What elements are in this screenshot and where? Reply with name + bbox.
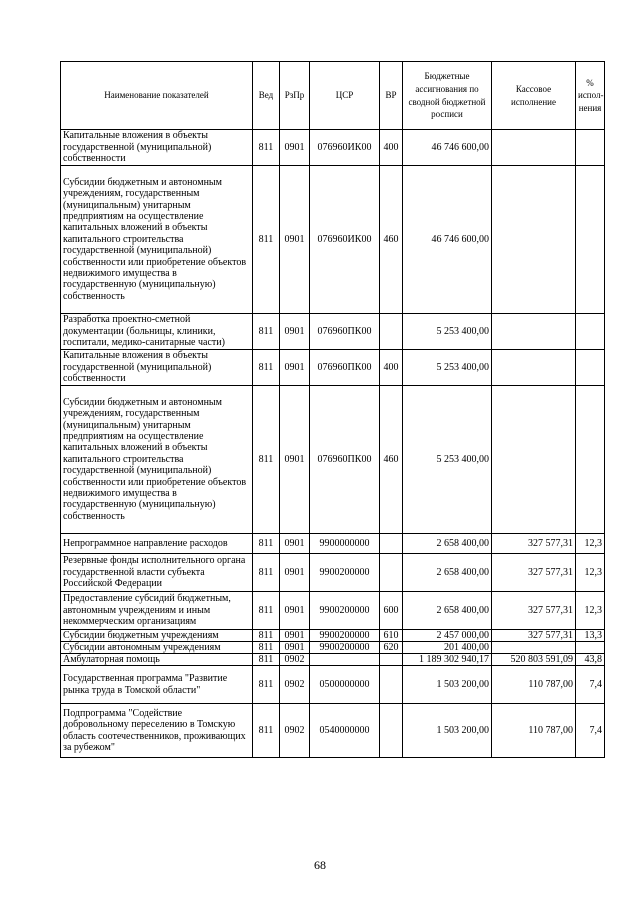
cell-name: Подпрограмма "Содействие добровольному переселению в Томскую область соотечественников, проживающих за рубежом" — [61, 704, 253, 758]
cell-cash: 327 577,31 — [492, 630, 576, 642]
cell-ved: 811 — [253, 314, 280, 350]
cell-csr: 0540000000 — [310, 704, 380, 758]
cell-csr: 076960ИК00 — [310, 166, 380, 314]
header-cash: Кассовое исполнение — [492, 62, 576, 130]
table-row — [61, 130, 605, 166]
cell-budget: 46 746 600,00 — [403, 130, 492, 166]
cell-ved: 811 — [253, 666, 280, 704]
cell-name: Амбулаторная помощь — [61, 654, 253, 666]
cell-cash: 327 577,31 — [492, 592, 576, 630]
cell-budget: 2 658 400,00 — [403, 554, 492, 592]
cell-ved: 811 — [253, 166, 280, 314]
header-rzpr: РзПр — [280, 62, 310, 130]
cell-ved: 811 — [253, 642, 280, 654]
cell-cash — [492, 166, 576, 314]
cell-budget: 5 253 400,00 — [403, 314, 492, 350]
cell-percent — [576, 350, 605, 386]
table-row — [61, 350, 605, 386]
table-row — [61, 704, 605, 758]
cell-ved: 811 — [253, 704, 280, 758]
cell-csr: 9900200000 — [310, 592, 380, 630]
cell-csr: 076960ИК00 — [310, 130, 380, 166]
cell-rzpr: 0901 — [280, 166, 310, 314]
cell-csr — [310, 654, 380, 666]
cell-percent — [576, 166, 605, 314]
cell-budget: 1 503 200,00 — [403, 666, 492, 704]
cell-vr: 610 — [380, 630, 403, 642]
cell-vr — [380, 704, 403, 758]
cell-name: Субсидии автономным учреждениям — [61, 642, 253, 654]
cell-csr: 076960ПК00 — [310, 314, 380, 350]
cell-vr: 460 — [380, 386, 403, 534]
cell-budget: 1 189 302 940,17 — [403, 654, 492, 666]
cell-cash: 520 803 591,09 — [492, 654, 576, 666]
cell-budget: 1 503 200,00 — [403, 704, 492, 758]
cell-budget: 5 253 400,00 — [403, 350, 492, 386]
cell-rzpr: 0901 — [280, 350, 310, 386]
cell-percent: 12,3 — [576, 592, 605, 630]
page-number: 68 — [314, 858, 326, 872]
cell-csr: 9900200000 — [310, 554, 380, 592]
cell-csr: 9900000000 — [310, 534, 380, 554]
cell-csr: 9900200000 — [310, 630, 380, 642]
cell-csr: 076960ПК00 — [310, 386, 380, 534]
cell-cash — [492, 386, 576, 534]
cell-name: Непрограммное направление расходов — [61, 534, 253, 554]
cell-cash — [492, 130, 576, 166]
cell-cash: 110 787,00 — [492, 704, 576, 758]
header-budget: Бюджетные ассигнования по сводной бюджетной росписи — [403, 62, 492, 130]
cell-csr: 9900200000 — [310, 642, 380, 654]
cell-name: Предоставление субсидий бюджетным, автономным учреждениям и иным некоммерческим организациям — [61, 592, 253, 630]
cell-cash — [492, 642, 576, 654]
cell-percent — [576, 642, 605, 654]
cell-ved: 811 — [253, 386, 280, 534]
cell-rzpr: 0901 — [280, 314, 310, 350]
table-row — [61, 666, 605, 704]
cell-budget: 2 658 400,00 — [403, 534, 492, 554]
cell-rzpr: 0901 — [280, 592, 310, 630]
cell-percent: 13,3 — [576, 630, 605, 642]
cell-percent — [576, 386, 605, 534]
cell-name: Государственная программа "Развитие рынка труда в Томской области" — [61, 666, 253, 704]
cell-ved: 811 — [253, 592, 280, 630]
cell-vr — [380, 534, 403, 554]
table-row — [61, 534, 605, 554]
cell-csr: 076960ПК00 — [310, 350, 380, 386]
header-vr: ВР — [380, 62, 403, 130]
table-row — [61, 654, 605, 666]
header-percent: % испол-нения — [576, 62, 605, 130]
budget-table — [60, 61, 605, 758]
cell-rzpr: 0901 — [280, 130, 310, 166]
table-row — [61, 642, 605, 654]
cell-rzpr: 0902 — [280, 654, 310, 666]
cell-vr — [380, 654, 403, 666]
cell-budget: 201 400,00 — [403, 642, 492, 654]
cell-rzpr: 0902 — [280, 704, 310, 758]
cell-csr: 0500000000 — [310, 666, 380, 704]
cell-rzpr: 0901 — [280, 386, 310, 534]
table-row — [61, 386, 605, 534]
cell-rzpr: 0901 — [280, 554, 310, 592]
cell-rzpr: 0902 — [280, 666, 310, 704]
cell-vr: 620 — [380, 642, 403, 654]
header-csr: ЦСР — [310, 62, 380, 130]
header-name: Наименование показателей — [61, 62, 253, 130]
cell-name: Субсидии бюджетным учреждениям — [61, 630, 253, 642]
cell-vr: 400 — [380, 130, 403, 166]
cell-vr: 600 — [380, 592, 403, 630]
cell-vr — [380, 314, 403, 350]
cell-name: Субсидии бюджетным и автономным учреждениям, государственным (муниципальным) унитарным предприятиям на осуществление капитальных вложений в объекты капитального строительства государственной (муниципальной) собственности или приобретение объектов недвижимого имущества в государственную (муниципальную) собственность — [61, 386, 253, 534]
cell-percent: 7,4 — [576, 666, 605, 704]
cell-name: Капитальные вложения в объекты государственной (муниципальной) собственности — [61, 130, 253, 166]
cell-rzpr: 0901 — [280, 534, 310, 554]
cell-name: Субсидии бюджетным и автономным учреждениям, государственным (муниципальным) унитарным предприятиям на осуществление капитальных вложений в объекты капитального строительства государственной (муниципальной) собственности или приобретение объектов недвижимого имущества в государственную (муниципальную) собственность — [61, 166, 253, 314]
cell-budget: 46 746 600,00 — [403, 166, 492, 314]
cell-name: Капитальные вложения в объекты государственной (муниципальной) собственности — [61, 350, 253, 386]
cell-rzpr: 0901 — [280, 630, 310, 642]
table-row — [61, 314, 605, 350]
cell-budget: 5 253 400,00 — [403, 386, 492, 534]
header-ved: Вед — [253, 62, 280, 130]
cell-budget: 2 457 000,00 — [403, 630, 492, 642]
cell-vr: 400 — [380, 350, 403, 386]
cell-cash: 327 577,31 — [492, 554, 576, 592]
cell-ved: 811 — [253, 630, 280, 642]
table-header-row — [61, 62, 605, 130]
cell-ved: 811 — [253, 534, 280, 554]
cell-ved: 811 — [253, 654, 280, 666]
cell-cash: 327 577,31 — [492, 534, 576, 554]
cell-cash: 110 787,00 — [492, 666, 576, 704]
table-row — [61, 554, 605, 592]
cell-vr — [380, 554, 403, 592]
cell-percent — [576, 314, 605, 350]
cell-percent: 7,4 — [576, 704, 605, 758]
cell-percent — [576, 130, 605, 166]
cell-ved: 811 — [253, 350, 280, 386]
table-row — [61, 166, 605, 314]
cell-name: Разработка проектно-сметной документации (больницы, клиники, госпитали, медико-санитарные части) — [61, 314, 253, 350]
cell-ved: 811 — [253, 130, 280, 166]
cell-cash — [492, 314, 576, 350]
cell-percent: 12,3 — [576, 554, 605, 592]
table-row — [61, 592, 605, 630]
cell-budget: 2 658 400,00 — [403, 592, 492, 630]
cell-vr — [380, 666, 403, 704]
cell-rzpr: 0901 — [280, 642, 310, 654]
cell-vr: 460 — [380, 166, 403, 314]
cell-name: Резервные фонды исполнительного органа государственной власти субъекта Российской Федерации — [61, 554, 253, 592]
cell-ved: 811 — [253, 554, 280, 592]
cell-percent: 12,3 — [576, 534, 605, 554]
table-row — [61, 630, 605, 642]
cell-percent: 43,8 — [576, 654, 605, 666]
cell-cash — [492, 350, 576, 386]
